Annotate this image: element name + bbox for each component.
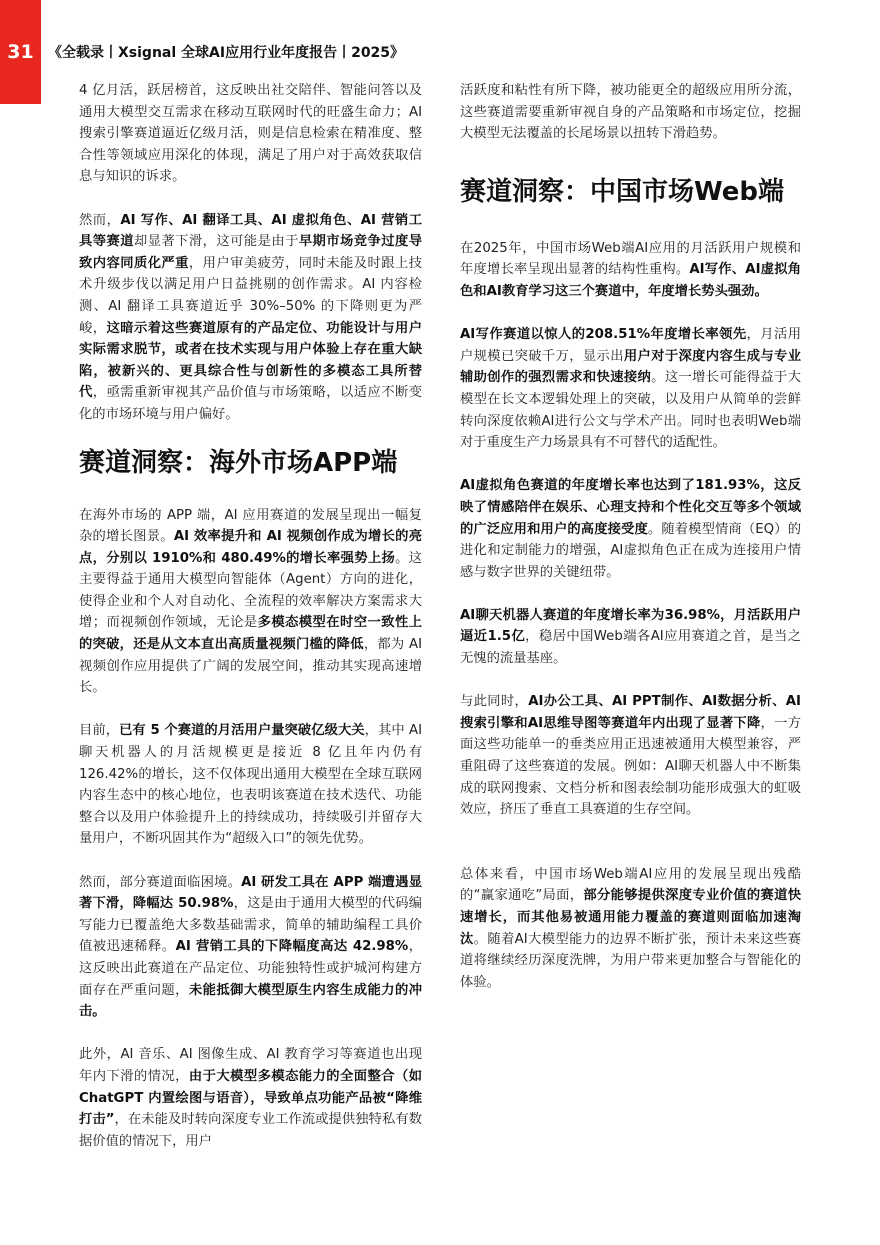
text-run: 总体来看，中国市场Web端AI应用的发展呈现出残酷的“赢家通吃”局面， [460, 866, 801, 904]
text-run: 在2025年，中国市场Web端AI应用的月活跃用户规模和年度增长率呈现出显著的结构性重构。 [460, 240, 801, 278]
bold-text-run: 这暗示着这些赛道原有的产品定位、功能设计与用户实际需求脱节，或者在技术实现与用户体验上存在重大缺陷，被新兴的、更具综合性与创新性的多模态工具所替代 [79, 320, 423, 401]
page-number-badge [0, 0, 41, 104]
text-run: 在海外市场的 APP 端，AI 应用赛道的发展呈现出一幅复杂的增长图景。 [79, 507, 422, 545]
text-run: 。随着模型情商（EQ）的进化和定制能力的增强，AI虚拟角色正在成为连接用户情感与数字世界的关键纽带。 [460, 521, 801, 580]
paragraph [460, 80, 801, 145]
bold-text-run: AI办公工具、AI PPT制作、AI数据分析、AI搜索引擎和AI思维导图等赛道年内出现了显著下降 [460, 694, 802, 731]
bold-text-run: 早期市场竞争过度导致内容同质化严重 [79, 234, 423, 271]
text-run: 与此同时， [460, 694, 529, 710]
section-heading: 赛道洞察：海外市场APP端 [79, 447, 398, 478]
text-run: 然而， [79, 212, 121, 228]
text-run: 。这主要得益于通用大模型向智能体（Agent）方向的进化，使得企业和个人对自动化、全流程的效率解决方案需求大增；而视频创作领域，无论是 [79, 550, 422, 631]
bold-text-run: AI虚拟角色赛道的年度增长率也达到了181.93%，这反映了情感陪伴在娱乐、心理支持和个性化交互等多个领域的广泛应用和用户的高度接受度 [460, 478, 801, 537]
section-heading: 赛道洞察：中国市场Web端 [460, 176, 784, 207]
text-run: ，这反映出此赛道在产品定位、功能独特性或护城河构建方面存在严重问题， [79, 939, 422, 998]
paragraph [460, 475, 801, 583]
bold-text-run: AI聊天机器人赛道的年度增长率为36.98%，月活跃用户逼近1.5亿 [460, 607, 801, 645]
bold-text-run: AI写作、AI虚拟角色和AI教育学习这三个赛道中，年度增长势头强劲。 [460, 262, 801, 299]
paragraph [460, 605, 801, 670]
paragraph [460, 864, 801, 994]
bold-text-run: 部分能够提供深度专业价值的赛道快速增长，而其他易被通用能力覆盖的赛道则面临加速淘汰 [460, 888, 801, 947]
text-run: 。这一增长可能得益于大模型在长文本逻辑处理上的突破，以及用户从简单的尝鲜转向深度依赖AI进行公文与学术产出。同时也表明Web端对于重度生产力场景具有不可替代的适配性。 [460, 370, 802, 451]
text-run: ，这是由于通用大模型的代码编写能力已覆盖绝大多数基础需求，简单的辅助编程工具价值被迅速稀释。 [79, 896, 422, 955]
text-run: ，亟需重新审视其产品价值与市场策略，以适应不断变化的市场环境与用户偏好。 [79, 385, 423, 422]
paragraph [79, 210, 422, 426]
text-run: 。随着AI大模型能力的边界不断扩张，预计未来这些赛道将继续经历深度洗牌，为用户带来更加整合与智能化的体验。 [460, 931, 801, 990]
text-run: ，在未能及时转向深度专业工作流或提供独特私有数据价值的情况下，用户 [79, 1112, 422, 1149]
paragraph [79, 80, 422, 188]
text-run: ，都为 AI 视频创作应用提供了广阔的发展空间，推动其实现高速增长。 [79, 637, 423, 696]
text-run: 然而，部分赛道面临困境。 [79, 874, 242, 890]
bold-text-run: AI 写作、AI 翻译工具、AI 虚拟角色、AI 营销工具等赛道 [79, 212, 422, 250]
left-column [79, 80, 422, 1152]
text-run: ，其中 AI 聊天机器人的月活规模更是接近 8 亿且年内仍有 126.42%的增长，这不仅体现出通用大模型在全球互联网内容生态中的核心地位，也表明该赛道在技术迭代、功能整合以及用户体验提升上的持续成功，持续吸引并留存大量用户，不断巩固其作为“超级入口”的领先优势。 [79, 723, 423, 847]
text-run: ，稳居中国Web端各AI应用赛道之首，是当之无愧的流量基座。 [460, 629, 801, 667]
bold-text-run: AI 研发工具在 APP 端遭遇显著下滑，降幅达 50.98% [79, 874, 422, 912]
bold-text-run: AI 效率提升和 AI 视频创作成为增长的亮点，分别以 1910%和 480.49%的增长率强势上扬 [79, 529, 422, 566]
bold-text-run: 由于大模型多模态能力的全面整合（如 ChatGPT 内置绘图与语音），导致单点功能产品被“降维打击” [79, 1068, 423, 1128]
bold-text-run: 未能抵御大模型原生内容生成能力的冲击。 [79, 982, 423, 1020]
text-run: ，用户审美疲劳，同时未能及时跟上技术升级步伐以满足用户日益挑剔的创作需求。AI 内容检测、AI 翻译工具赛道近乎 30%–50% 的下降则更为严峻， [79, 255, 423, 336]
bold-text-run: 已有 5 个赛道的月活用户量突破亿级大关 [119, 723, 365, 739]
paragraph [79, 872, 422, 1023]
paragraph [79, 505, 422, 699]
bold-text-run: AI 营销工具的下降幅度高达 42.98% [175, 939, 409, 955]
bold-text-run: AI写作赛道以惊人的208.51%年度增长率领先 [460, 327, 747, 343]
report-title-header: 《全载录丨Xsignal 全球AI应用行业年度报告丨2025》 [48, 45, 405, 61]
paragraph [460, 691, 801, 821]
right-column [460, 80, 801, 993]
bold-text-run: 用户对于深度内容生成与专业辅助创作的强烈需求和快速接纳 [460, 348, 802, 386]
page-number: 31 [7, 41, 34, 63]
text-run: ，月活用户规模已突破千万，显示出 [460, 327, 802, 364]
paragraph [79, 1044, 422, 1152]
text-run: 活跃度和粘性有所下降，被功能更全的超级应用所分流，这些赛道需要重新审视自身的产品策略和市场定位，挖掘大模型无法覆盖的长尾场景以扭转下滑趋势。 [460, 83, 801, 142]
paragraph [460, 324, 801, 454]
paragraph [460, 238, 801, 303]
text-run: ，一方面这些功能单一的垂类应用正迅速被通用大模型兼容，严重阻碍了这些赛道的发展。例如：AI聊天机器人中不断集成的联网搜索、文档分析和图表绘制功能形成强大的虹吸效应，挤压了垂直工具赛道的生存空间。 [460, 715, 801, 818]
text-run: 目前， [79, 723, 120, 739]
text-run: 却显著下滑，这可能是由于 [133, 234, 299, 250]
text-run: 此外，AI 音乐、AI 图像生成、AI 教育学习等赛道也出现年内下滑的情况， [79, 1047, 422, 1084]
text-run: 4 亿月活，跃居榜首，这反映出社交陪伴、智能问答以及通用大模型交互需求在移动互联网时代的旺盛生命力；AI 搜索引擎赛道逼近亿级月活，则是信息检索在精准度、整合性等领域应用深化的体现，满足了用户对于高效获取信息与知识的诉求。 [79, 83, 422, 185]
bold-text-run: 多模态模型在时空一致性上的突破，还是从文本直出高质量视频门槛的降低 [79, 615, 423, 653]
paragraph [79, 720, 422, 850]
